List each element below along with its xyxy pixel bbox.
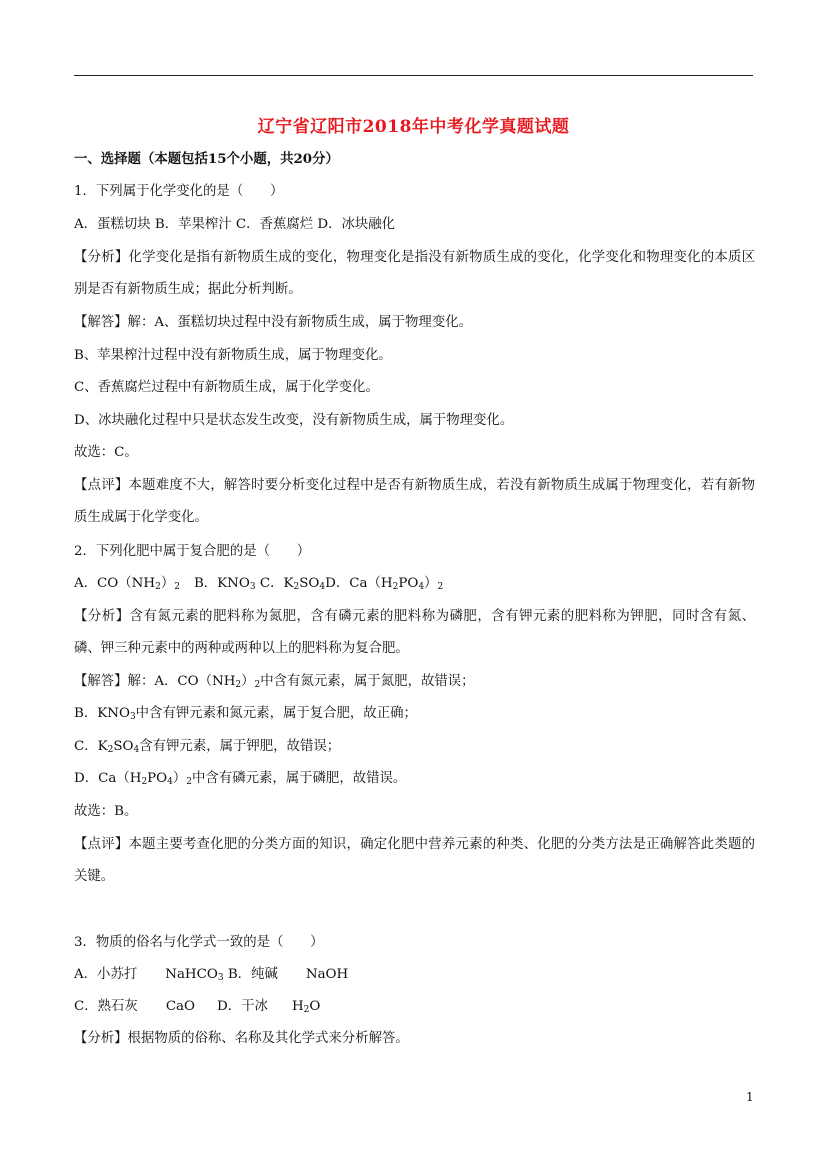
q2-options: A．$CO(NH_2)_2$ B．$KNO_3$ C．$K_2SO_4D$．$Ca(H_2PO_4)_2$ <box>74 576 444 592</box>
q2-stem: 2．下列化肥中属于复合肥的是（ ） <box>74 544 311 559</box>
header-rule <box>74 75 753 76</box>
q1-options: A．蛋糕切块 B．苹果榨汁 C．香蕉腐烂 D．冰块融化 <box>74 217 396 232</box>
section-heading: 一、选择题（本题包括15个小题，共20分） <box>74 151 339 167</box>
q1-answer-b: B、苹果榨汁过程中没有新物质生成，属于物理变化。 <box>74 348 392 363</box>
q1-analysis: 【分析】化学变化是指有新物质生成的变化，物理变化是指没有新物质生成的变化，化学变化和物理变化的本质区别是否有新物质生成；据此分析判断。 <box>74 250 755 297</box>
q2-answer-c: C．$K_2SO_4$含有钾元素，属于钾肥，故错误； <box>74 739 341 755</box>
q1-choice: 故选：C。 <box>74 445 138 460</box>
q3-analysis: 【分析】根据物质的俗称、名称及其化学式来分析解答。 <box>74 1031 409 1046</box>
page-number: 1 <box>746 1090 754 1104</box>
q2-answer-d: D．$Ca(H_2PO_4)_2$中含有磷元素，属于磷肥，故错误。 <box>74 771 407 787</box>
q2-analysis: 【分析】含有氮元素的肥料称为氮肥，含有磷元素的肥料称为磷肥，含有钾元素的肥料称为钾肥，同时含有氮、磷、钾三种元素中的两种或两种以上的肥料称为复合肥。 <box>74 609 755 656</box>
q2-choice: 故选：B。 <box>74 804 138 819</box>
q2-answer-a: 【解答】解：A．$CO(NH_2)_2$中含有氮元素，属于氮肥，故错误； <box>74 674 475 690</box>
q3-stem: 3．物质的俗名与化学式一致的是（ ） <box>74 935 324 950</box>
q1-answer-c: C、香蕉腐烂过程中有新物质生成，属于化学变化。 <box>74 380 379 395</box>
q3-options-ab: A．小苏打 NaHCO$_3$ B．纯碱 NaOH <box>74 967 349 983</box>
q1-answer-a: 【解答】解：A、蛋糕切块过程中没有新物质生成，属于物理变化。 <box>74 315 472 330</box>
document-title: 辽宁省辽阳市2018年中考化学真题试题 <box>257 117 570 137</box>
q1-comment: 【点评】本题难度不大，解答时要分析变化过程中是否有新物质生成，若没有新物质生成属于物理变化，若有新物质生成属于化学变化。 <box>74 478 755 525</box>
q2-answer-b: B．$KNO_3$中含有钾元素和氮元素，属于复合肥，故正确； <box>74 706 417 722</box>
q1-stem: 1．下列属于化学变化的是（ ） <box>74 184 284 199</box>
q3-options-cd: C．熟石灰 CaO D．干冰 $H_2O$ <box>74 999 321 1015</box>
q1-answer-d: D、冰块融化过程中只是状态发生改变，没有新物质生成，属于物理变化。 <box>74 413 514 428</box>
q2-comment: 【点评】本题主要考查化肥的分类方面的知识，确定化肥中营养元素的种类、化肥的分类方法是正确解答此类题的关键。 <box>74 837 755 884</box>
